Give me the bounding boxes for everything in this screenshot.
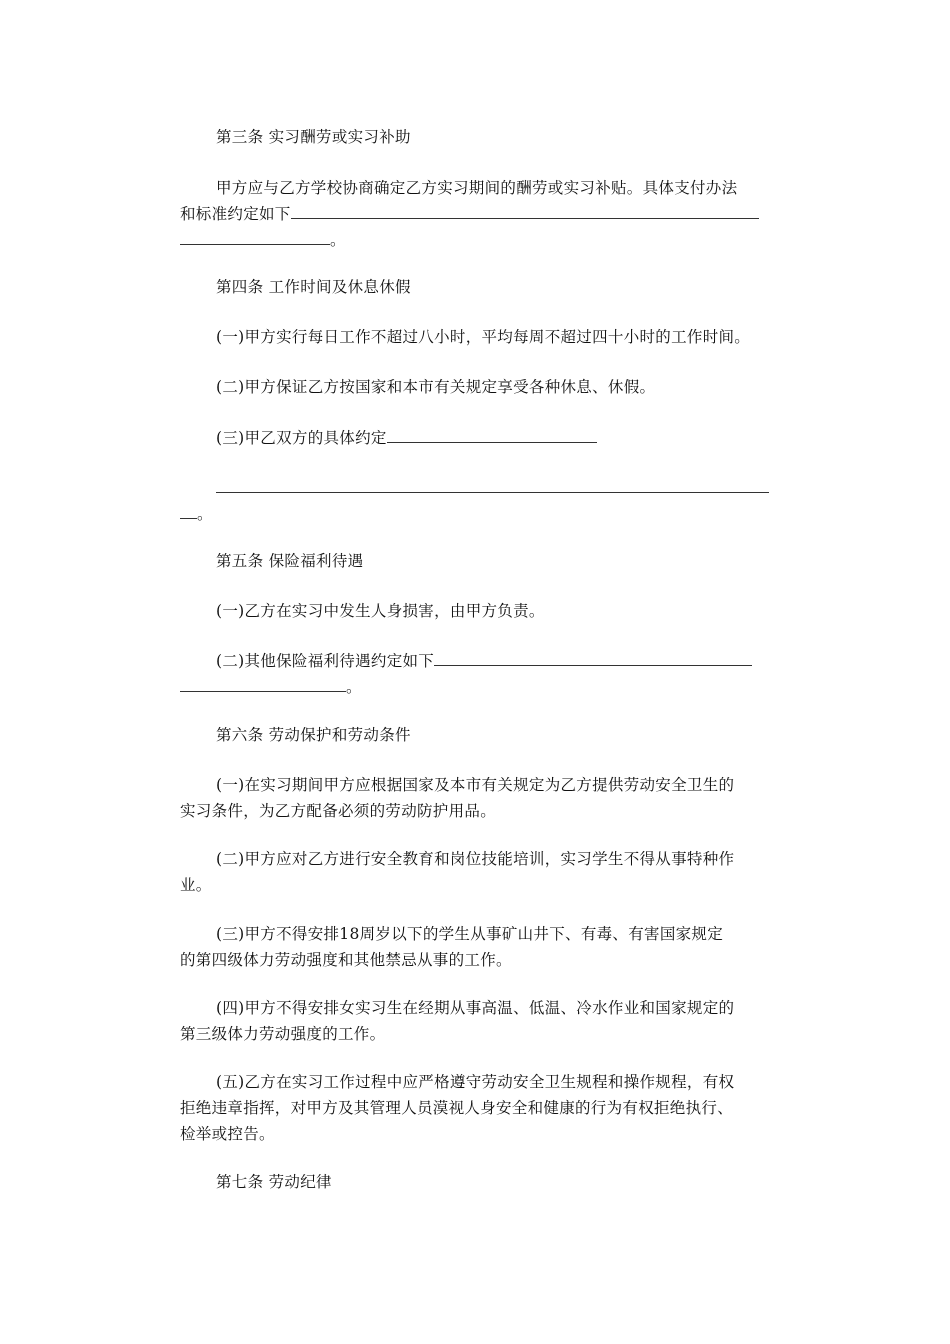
fill-in-blank[interactable]: [291, 203, 759, 219]
article-4-item-1: (一)甲方实行每日工作不超过八小时，平均每周不超过四十小时的工作时间。: [216, 328, 751, 346]
article-4-item-3-end: [180, 503, 213, 525]
fill-in-blank[interactable]: [180, 503, 197, 519]
article-3-paragraph-line-1: 甲方应与乙方学校协商确定乙方实习期间的酬劳或实习补贴。具体支付办法: [216, 179, 738, 197]
article-5-item-2-text: (二)其他保险福利待遇约定如下: [216, 652, 435, 670]
period-mark: 。: [197, 505, 213, 523]
fill-in-blank[interactable]: [387, 427, 597, 443]
article-5-item-2-end: [180, 676, 362, 698]
article-3-heading: 第三条 实习酬劳或实习补助: [216, 128, 411, 146]
article-6-item-1-line-1: (一)在实习期间甲方应根据国家及本市有关规定为乙方提供劳动安全卫生的: [216, 776, 735, 794]
article-3-paragraph-line-2: [180, 203, 759, 225]
article-5-item-1: (一)乙方在实习中发生人身损害，由甲方负责。: [216, 602, 545, 620]
article-6-heading: 第六条 劳动保护和劳动条件: [216, 726, 411, 744]
article-6-item-1-line-2: 实习条件，为乙方配备必须的劳动防护用品。: [180, 802, 497, 820]
article-7-heading: 第七条 劳动纪律: [216, 1173, 332, 1191]
article-4-item-3: [216, 427, 597, 449]
article-4-item-3-text: (三)甲乙双方的具体约定: [216, 429, 387, 447]
article-6-item-4-line-2: 第三级体力劳动强度的工作。: [180, 1025, 386, 1043]
article-5-item-2: [216, 650, 752, 672]
article-6-item-2-line-1: (二)甲方应对乙方进行安全教育和岗位技能培训，实习学生不得从事特种作: [216, 850, 735, 868]
article-4-item-3-continuation: [216, 477, 769, 499]
article-4-item-2: (二)甲方保证乙方按国家和本市有关规定享受各种休息、休假。: [216, 378, 656, 396]
article-6-item-3-line-2: 的第四级体力劳动强度和其他禁忌从事的工作。: [180, 951, 512, 969]
period-mark: 。: [346, 678, 362, 696]
article-5-heading: 第五条 保险福利待遇: [216, 552, 364, 570]
article-6-item-5-line-2: 拒绝违章指挥，对甲方及其管理人员漠视人身安全和健康的行为有权拒绝执行、: [180, 1099, 734, 1117]
fill-in-blank[interactable]: [180, 676, 346, 692]
article-6-item-5-line-1: (五)乙方在实习工作过程中应严格遵守劳动安全卫生规程和操作规程，有权: [216, 1073, 735, 1091]
article-4-heading: 第四条 工作时间及休息休假: [216, 278, 411, 296]
article-3-paragraph-line-3: [180, 229, 346, 251]
article-6-item-2-line-2: 业。: [180, 876, 212, 894]
period-mark: 。: [330, 231, 346, 249]
fill-in-blank[interactable]: [216, 477, 769, 493]
article-6-item-3-line-1: (三)甲方不得安排18周岁以下的学生从事矿山井下、有毒、有害国家规定: [216, 925, 724, 943]
fill-in-blank[interactable]: [434, 650, 752, 666]
fill-in-blank[interactable]: [180, 229, 330, 245]
article-6-item-4-line-1: (四)甲方不得安排女实习生在经期从事高温、低温、冷水作业和国家规定的: [216, 999, 735, 1017]
article-6-item-5-line-3: 检举或控告。: [180, 1125, 275, 1143]
article-3-paragraph-text: 和标准约定如下: [180, 205, 291, 223]
